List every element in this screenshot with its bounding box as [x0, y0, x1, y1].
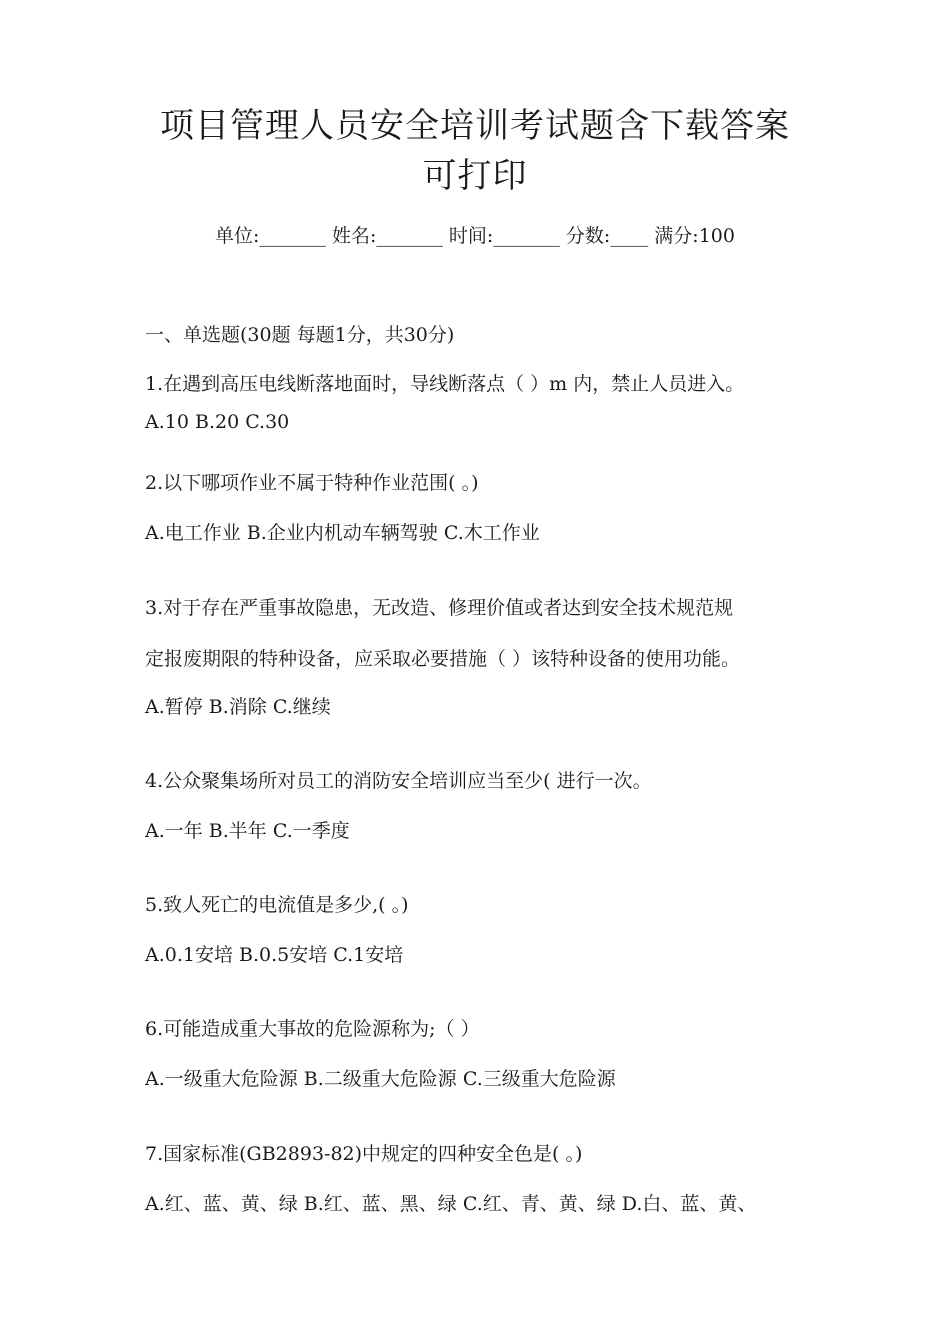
question-6-options: A.一级重大危险源 B.二级重大危险源 C.三级重大危险源: [145, 1068, 616, 1090]
question-7-options: A.红、蓝、黄、绿 B.红、蓝、黑、绿 C.红、青、黄、绿 D.白、蓝、黄、: [145, 1193, 757, 1215]
question-7-text: 7.国家标准(GB2893-82)中规定的四种安全色是( 。): [145, 1143, 583, 1165]
question-5-options: A.0.1安培 B.0.5安培 C.1安培: [145, 944, 404, 966]
question-4-text: 4.公众聚集场所对员工的消防安全培训应当至少( 进行一次。: [145, 770, 652, 792]
question-3-text-line-1: 3.对于存在严重事故隐患，无改造、修理价值或者达到安全技术规范规: [145, 597, 734, 619]
question-2-options: A.电工作业 B.企业内机动车辆驾驶 C.木工作业: [145, 522, 540, 544]
question-1-options: A.10 B.20 C.30: [145, 411, 290, 433]
document-title-line-2: 可打印: [422, 156, 528, 196]
question-3-text-line-2: 定报废期限的特种设备，应采取必要措施（ ）该特种设备的使用功能。: [145, 648, 741, 670]
question-2-text: 2.以下哪项作业不属于特种作业范围( 。): [145, 472, 479, 494]
question-1-text: 1.在遇到高压电线断落地面时，导线断落点（ ）m 内，禁止人员进入。: [145, 373, 745, 395]
exam-info-line: 单位:_______ 姓名:_______ 时间:_______ 分数:____ 满分:100: [215, 225, 735, 247]
question-4-options: A.一年 B.半年 C.一季度: [145, 820, 350, 842]
question-3-options: A.暂停 B.消除 C.继续: [145, 696, 331, 718]
question-6-text: 6.可能造成重大事故的危险源称为;（ ）: [145, 1018, 480, 1040]
question-5-text: 5.致人死亡的电流值是多少,( 。): [145, 894, 409, 916]
section-heading: 一、单选题(30题 每题1分，共30分): [145, 324, 455, 346]
document-title-line-1: 项目管理人员安全培训考试题含下载答案: [160, 106, 790, 146]
